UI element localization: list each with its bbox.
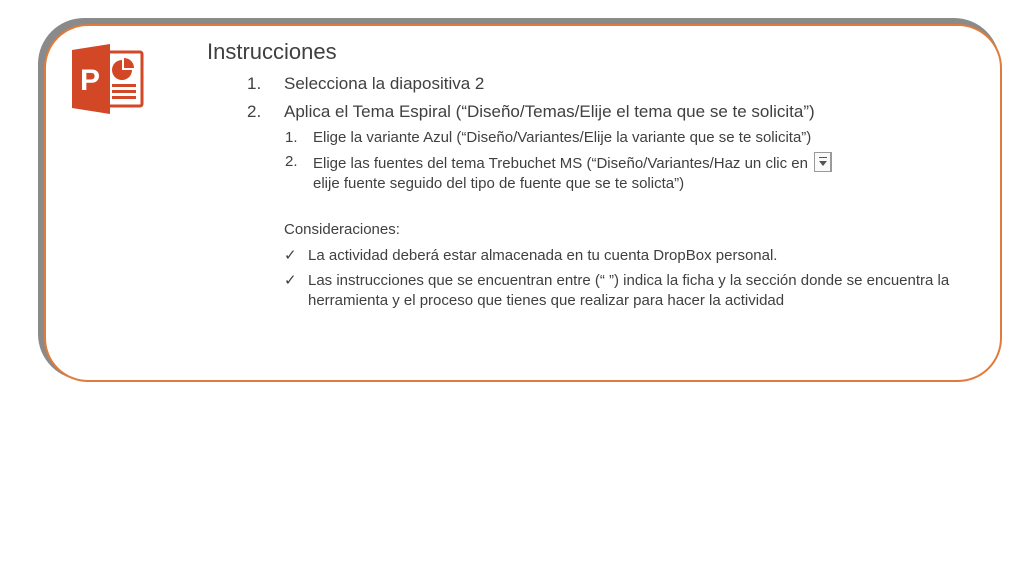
substep-item xyxy=(207,128,923,148)
consideration-item xyxy=(207,246,968,266)
checkmark-icon: ✓ xyxy=(284,272,297,289)
consideration-item xyxy=(207,271,968,311)
checkmark-icon: ✓ xyxy=(284,247,297,264)
more-dropdown-icon xyxy=(814,152,832,172)
step-text: Aplica el Tema Espiral (“Diseño/Temas/Elije el tema que se te solicita”) xyxy=(284,102,815,121)
instructions-content xyxy=(207,38,967,316)
step-number: 1. xyxy=(247,74,262,93)
powerpoint-logo-icon xyxy=(70,44,144,114)
substep-number: 1. xyxy=(285,129,298,146)
logo-letter: P xyxy=(80,64,101,97)
consideration-text: Las instrucciones que se encuentran entre (“ ”) indica la ficha y la sección donde se encuentra la herramienta y el proceso que tienes que realizar para hacer la actividad xyxy=(308,272,950,309)
substep-text: Elige la variante Azul (“Diseño/Variantes/Elije la variante que se te solicita”) xyxy=(313,129,812,146)
substep-text-continued: elije fuente seguido del tipo de fuente que se te solicta”) xyxy=(313,175,685,192)
substep-text: Elige las fuentes del tema Trebuchet MS (“Diseño/Variantes/Haz un clic en xyxy=(313,155,808,172)
substep-number: 2. xyxy=(285,153,298,170)
slide-title: Instrucciones xyxy=(207,39,337,64)
consideration-text: La actividad deberá estar almacenada en tu cuenta DropBox personal. xyxy=(308,247,778,264)
substep-item xyxy=(207,152,923,194)
considerations-label: Consideraciones: xyxy=(284,221,400,238)
step-item xyxy=(207,100,967,124)
step-item xyxy=(207,72,967,96)
step-text: Selecciona la diapositiva 2 xyxy=(284,74,485,93)
step-number: 2. xyxy=(247,102,262,121)
